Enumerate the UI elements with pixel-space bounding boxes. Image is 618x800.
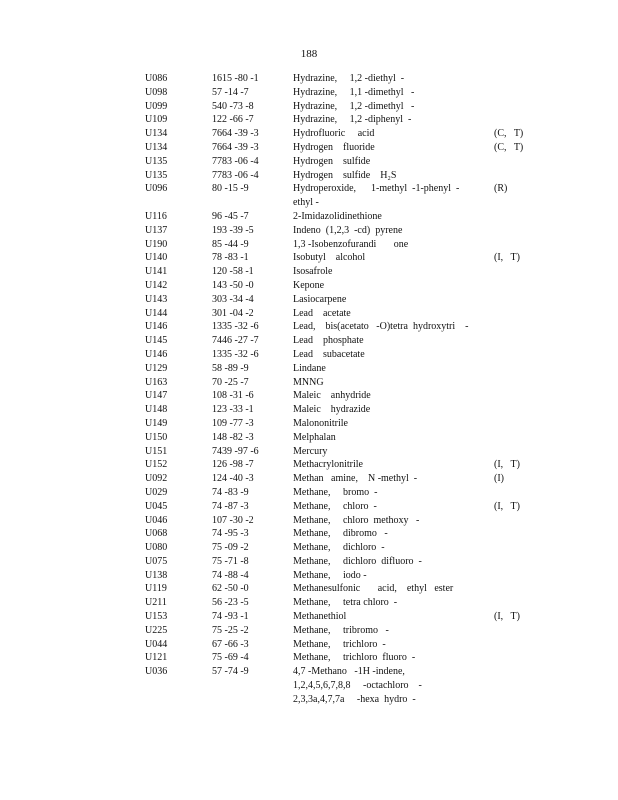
substance-name-cell: 2,3,3a,4,7,7a -hexa hydro -: [293, 693, 416, 705]
cas-number-cell: 74 -88 -4: [212, 569, 249, 581]
cas-number-cell: 107 -30 -2: [212, 514, 254, 526]
waste-code-cell: U134: [145, 141, 168, 153]
substance-name-cell: Methane, dichloro -: [293, 542, 385, 554]
substance-name-cell: Lead phosphate: [293, 335, 364, 347]
waste-code-cell: U143: [145, 293, 168, 305]
table-row: [0, 417, 618, 431]
table-row: [0, 348, 618, 362]
page-number: 188: [300, 48, 318, 60]
substance-name-cell: Hydrogen sulfide: [293, 155, 371, 167]
waste-code-cell: U119: [145, 583, 167, 595]
table-row: [0, 555, 618, 569]
cas-number-cell: 7783 -06 -4: [212, 155, 259, 167]
cas-number-cell: 126 -98 -7: [212, 459, 254, 471]
waste-code-cell: U146: [145, 348, 168, 360]
waste-code-cell: U146: [145, 321, 168, 333]
substance-name-cell: MNNG: [293, 376, 324, 388]
substance-name-cell: Hydroperoxide, 1-methyl -1-phenyl -: [293, 183, 460, 195]
cas-number-cell: 67 -66 -3: [212, 638, 249, 650]
substance-name-cell: Mercury: [293, 445, 328, 457]
waste-code-cell: U098: [145, 86, 168, 98]
substance-name-cell: Methan amine, N -methyl -: [293, 473, 418, 485]
table-row: [0, 320, 618, 334]
cas-number-cell: 74 -83 -9: [212, 486, 249, 498]
substance-name-cell: Indeno (1,2,3 -cd) pyrene: [293, 224, 403, 236]
cas-number-cell: 303 -34 -4: [212, 293, 254, 305]
cas-number-cell: 120 -58 -1: [212, 266, 254, 278]
waste-code-cell: U068: [145, 528, 168, 540]
waste-code-cell: U075: [145, 555, 168, 567]
table-row: [0, 86, 618, 100]
table-row: [0, 514, 618, 528]
substance-name-cell: Lindane: [293, 362, 326, 374]
waste-code-cell: U151: [145, 445, 168, 457]
cas-number-cell: 78 -83 -1: [212, 252, 249, 264]
substance-name-cell: Methacrylonitrile: [293, 459, 363, 471]
substance-name-cell: Methane, chloro methoxy -: [293, 514, 420, 526]
waste-code-cell: U099: [145, 100, 168, 112]
cas-number-cell: 75 -69 -4: [212, 652, 249, 664]
waste-code-cell: U163: [145, 376, 168, 388]
cas-number-cell: 75 -09 -2: [212, 542, 249, 554]
substance-name-cell: Methane, tetra chloro -: [293, 597, 398, 609]
table-row: [0, 141, 618, 155]
table-row: [0, 210, 618, 224]
substance-name-cell: Hydrogen fluoride: [293, 141, 375, 153]
table-row: [0, 265, 618, 279]
table-row: [0, 251, 618, 265]
substance-name-cell: Hydrazine, 1,2 -diethyl -: [293, 73, 405, 84]
hazard-code-cell: (I, T): [494, 252, 520, 264]
table-row: [0, 582, 618, 596]
table-row: [0, 113, 618, 127]
cas-number-cell: 1615 -80 -1: [212, 73, 259, 84]
substance-name-cell: Maleic hydrazide: [293, 404, 371, 416]
hazard-code-cell: (I, T): [494, 459, 520, 471]
waste-code-cell: U121: [145, 652, 168, 664]
waste-code-cell: U145: [145, 335, 168, 347]
waste-code-cell: U225: [145, 624, 168, 636]
substance-name-cell: 1,3 -Isobenzofurandi one: [293, 238, 409, 250]
substance-name-cell: Lead acetate: [293, 307, 351, 319]
table-row: [0, 224, 618, 238]
waste-code-cell: U129: [145, 362, 168, 374]
cas-number-cell: 7439 -97 -6: [212, 445, 259, 457]
waste-code-cell: U152: [145, 459, 168, 471]
substance-name-cell: Methanesulfonic acid, ethyl ester: [293, 583, 454, 595]
cas-number-cell: 108 -31 -6: [212, 390, 254, 402]
table-row: [0, 196, 618, 210]
substance-name-cell: Methane, chloro -: [293, 500, 377, 512]
substance-name-cell: Methane, trichloro -: [293, 638, 386, 650]
cas-number-cell: 109 -77 -3: [212, 417, 254, 429]
cas-number-cell: 62 -50 -0: [212, 583, 249, 595]
waste-code-cell: U150: [145, 431, 168, 443]
table-row: [0, 665, 618, 679]
substance-name-cell: ethyl -: [293, 197, 319, 209]
substance-name-cell: Hydrazine, 1,1 -dimethyl -: [293, 86, 415, 98]
waste-code-cell: U138: [145, 569, 168, 581]
table-row: [0, 624, 618, 638]
substance-name-cell: Methane, tribromo -: [293, 624, 389, 636]
waste-code-cell: U140: [145, 252, 168, 264]
table-row: [0, 100, 618, 114]
cas-number-cell: 143 -50 -0: [212, 279, 254, 291]
waste-code-cell: U109: [145, 114, 168, 126]
waste-code-cell: U046: [145, 514, 168, 526]
cas-number-cell: 124 -40 -3: [212, 473, 254, 485]
waste-code-cell: U149: [145, 417, 168, 429]
waste-code-cell: U144: [145, 307, 168, 319]
cas-number-cell: 540 -73 -8: [212, 100, 254, 112]
table-row: [0, 155, 618, 169]
table-row: [0, 72, 618, 86]
cas-number-cell: 57 -14 -7: [212, 86, 249, 98]
table-row: [0, 679, 618, 693]
cas-number-cell: 74 -93 -1: [212, 611, 249, 623]
table-row: [0, 169, 618, 183]
cas-number-cell: 58 -89 -9: [212, 362, 249, 374]
substance-name-cell: Methane, dichloro difluoro -: [293, 555, 422, 567]
table-row: [0, 334, 618, 348]
substance-name-cell: Lead, bis(acetato -O)tetra hydroxytri -: [293, 321, 469, 333]
waste-code-cell: U141: [145, 266, 168, 278]
hazard-code-cell: (I, T): [494, 611, 520, 623]
substance-name-cell: Hydrogen sulfide H₂S: [293, 169, 397, 181]
substance-name-cell: Isosafrole: [293, 266, 333, 278]
table-row: [0, 638, 618, 652]
substance-name-cell: Methane, bromo -: [293, 486, 378, 498]
substance-name-cell: Hydrazine, 1,2 -dimethyl -: [293, 100, 415, 112]
cas-number-cell: 85 -44 -9: [212, 238, 249, 250]
substance-name-cell: Malononitrile: [293, 417, 348, 429]
substance-name-cell: Lead subacetate: [293, 348, 365, 360]
table-row: [0, 238, 618, 252]
table-row: [0, 127, 618, 141]
waste-code-cell: U142: [145, 279, 168, 291]
waste-code-cell: U135: [145, 155, 168, 167]
table-row: [0, 279, 618, 293]
cas-number-cell: 7664 -39 -3: [212, 141, 259, 153]
waste-code-cell: U148: [145, 404, 168, 416]
table-row: [0, 527, 618, 541]
table-row: [0, 445, 618, 459]
cas-number-cell: 74 -95 -3: [212, 528, 249, 540]
waste-code-cell: U086: [145, 73, 168, 84]
table-row: [0, 541, 618, 555]
table-row: [0, 403, 618, 417]
cas-number-cell: 56 -23 -5: [212, 597, 249, 609]
cas-number-cell: 1335 -32 -6: [212, 348, 259, 360]
cas-number-cell: 7783 -06 -4: [212, 169, 259, 181]
waste-code-cell: U134: [145, 128, 168, 140]
cas-number-cell: 70 -25 -7: [212, 376, 249, 388]
table-row: [0, 389, 618, 403]
cas-number-cell: 1335 -32 -6: [212, 321, 259, 333]
waste-code-cell: U147: [145, 390, 168, 402]
table-row: [0, 472, 618, 486]
cas-number-cell: 96 -45 -7: [212, 210, 249, 222]
substance-name-cell: 1,2,4,5,6,7,8,8 -octachloro -: [293, 680, 422, 692]
cas-number-cell: 57 -74 -9: [212, 666, 249, 678]
table-row: [0, 307, 618, 321]
hazard-code-cell: (R): [494, 183, 508, 195]
substance-name-cell: 2-Imidazolidinethione: [293, 210, 382, 222]
waste-code-cell: U211: [145, 597, 167, 609]
table-row: [0, 651, 618, 665]
substance-name-cell: Methane, dibromo -: [293, 528, 388, 540]
cas-number-cell: 122 -66 -7: [212, 114, 254, 126]
table-row: [0, 182, 618, 196]
waste-code-cell: U096: [145, 183, 168, 195]
substance-name-cell: Lasiocarpene: [293, 293, 347, 305]
waste-code-cell: U044: [145, 638, 168, 650]
table-row: [0, 500, 618, 514]
hazard-code-cell: (C, T): [494, 128, 524, 140]
substance-name-cell: Hydrazine, 1,2 -diphenyl -: [293, 114, 412, 126]
cas-number-cell: 80 -15 -9: [212, 183, 249, 195]
substance-name-cell: Methane, iodo -: [293, 569, 367, 581]
waste-code-cell: U153: [145, 611, 168, 623]
cas-number-cell: 7446 -27 -7: [212, 335, 259, 347]
cas-number-cell: 193 -39 -5: [212, 224, 254, 236]
hazard-code-cell: (I): [494, 473, 504, 485]
waste-code-cell: U092: [145, 473, 168, 485]
cas-number-cell: 74 -87 -3: [212, 500, 249, 512]
cas-number-cell: 75 -25 -2: [212, 624, 249, 636]
cas-number-cell: 301 -04 -2: [212, 307, 254, 319]
substance-name-cell: Methane, trichloro fluoro -: [293, 652, 416, 664]
table-row: [0, 596, 618, 610]
waste-code-cell: U045: [145, 500, 168, 512]
waste-code-cell: U029: [145, 486, 168, 498]
hazard-code-cell: (I, T): [494, 500, 520, 512]
table-row: [0, 486, 618, 500]
waste-code-cell: U137: [145, 224, 168, 236]
table-row: [0, 458, 618, 472]
substance-name-cell: Maleic anhydride: [293, 390, 371, 402]
waste-code-cell: U116: [145, 210, 167, 222]
waste-code-table: [0, 72, 618, 707]
cas-number-cell: 148 -82 -3: [212, 431, 254, 443]
table-row: [0, 569, 618, 583]
substance-name-cell: Kepone: [293, 279, 325, 291]
cas-number-cell: 75 -71 -8: [212, 555, 249, 567]
cas-number-cell: 123 -33 -1: [212, 404, 254, 416]
substance-name-cell: Hydrofluoric acid: [293, 128, 375, 140]
substance-name-cell: Methanethiol: [293, 611, 347, 623]
waste-code-cell: U080: [145, 542, 168, 554]
cas-number-cell: 7664 -39 -3: [212, 128, 259, 140]
substance-name-cell: Isobutyl alcohol: [293, 252, 366, 264]
substance-name-cell: Melphalan: [293, 431, 336, 443]
waste-code-cell: U135: [145, 169, 168, 181]
table-row: [0, 293, 618, 307]
table-row: [0, 693, 618, 707]
table-row: [0, 610, 618, 624]
substance-name-cell: 4,7 -Methano -1H -indene,: [293, 666, 405, 678]
table-row: [0, 376, 618, 390]
table-row: [0, 431, 618, 445]
hazard-code-cell: (C, T): [494, 141, 524, 153]
waste-code-cell: U190: [145, 238, 168, 250]
waste-code-cell: U036: [145, 666, 168, 678]
table-row: [0, 362, 618, 376]
